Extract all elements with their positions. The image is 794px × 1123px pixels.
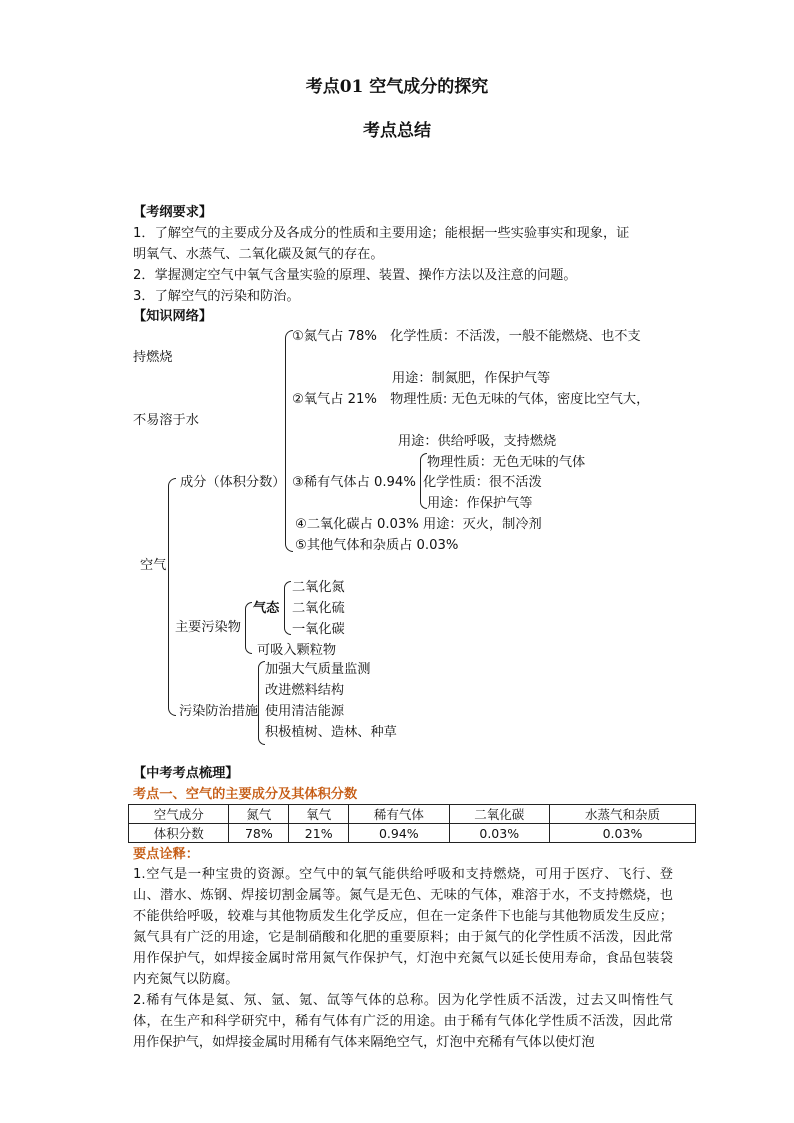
nitrogen-line: ①氮气占 78% 化学性质：不活泼，一般不能燃烧、也不支 <box>292 329 641 344</box>
exam-point-1: 考点一、空气的主要成分及其体积分数 <box>133 787 358 802</box>
oxygen-line: ②氧气占 21% 物理性质: 无色无味的气体，密度比空气大， <box>292 392 650 407</box>
notes-heading: 要点诠释： <box>133 847 199 862</box>
table-cell: 0.94% <box>349 824 449 843</box>
measure-item: 使用清洁能源 <box>265 704 345 719</box>
co2-line: ④二氧化碳占 0.03% 用途：灭火，制冷剂 <box>295 517 542 532</box>
gas-brace <box>284 581 291 635</box>
components-brace <box>285 330 293 552</box>
gas-item: 一氧化碳 <box>292 622 345 637</box>
other-gas-line: ⑤其他气体和杂质占 0.03% <box>295 538 459 553</box>
table-cell: 体积分数 <box>129 824 229 843</box>
branch-components: 成分（体积分数） <box>180 475 286 490</box>
nitrogen-line-cont: 持燃烧 <box>133 350 173 365</box>
notes-paragraph-2: 2.稀有气体是氦、氖、氩、氪、氙等气体的总称。因为化学性质不活泼，过去又叫惰性气体，在生产和科学研究中，稀有气体有广泛的用途。由于稀有气体化学性质不活泼，因此常用作保护气，如焊接金属时用稀有气体来隔绝空气，灯泡中充稀有气体以使灯泡 <box>133 993 673 1050</box>
measure-item: 积极植树、造林、种草 <box>265 725 397 740</box>
table-cell: 空气成分 <box>129 805 229 824</box>
rare-gas-physical: 物理性质：无色无味的气体 <box>427 455 586 470</box>
table-cell: 78% <box>229 824 289 843</box>
gas-label: 气态 <box>253 601 280 616</box>
particles-item: 可吸入颗粒物 <box>257 643 337 658</box>
table-cell: 0.03% <box>549 824 695 843</box>
page-title: 考点01 空气成分的探究 <box>305 77 489 97</box>
outline-item: 2．掌握测定空气中氧气含量实验的原理、装置、操作方法以及注意的问题。 <box>133 268 577 283</box>
table-cell: 二氧化碳 <box>449 805 549 824</box>
nitrogen-use: 用途：制氮肥，作保护气等 <box>392 371 551 386</box>
branch-measures: 污染防治措施 <box>179 704 259 719</box>
page-subtitle: 考点总结 <box>363 121 431 141</box>
branch-pollutants: 主要污染物 <box>175 620 241 635</box>
notes-paragraph-1: 1.空气是一种宝贵的资源。空气中的氧气能供给呼吸和支持燃烧，可用于医疗、飞行、登山、潜水、炼钢、焊接切割金属等。氮气是无色、无味的气体，难溶于水，不支持燃烧，也不能供给呼吸，较难与其他物质发生化学反应，但在一定条件下也能与其他物质发生反应；氮气具有广泛的用途，它是制硝酸和化肥的重要原料；由于氮气的化学性质不活泼，因此常用作保护气，如焊接金属时常用氮气作保护气，灯泡中充氮气以延长使用寿命，食品包装袋内充氮气以防腐。 <box>133 867 673 987</box>
table-cell: 水蒸气和杂质 <box>549 805 695 824</box>
table-cell: 0.03% <box>449 824 549 843</box>
outline-heading: 【考纲要求】 <box>133 205 213 220</box>
exam-heading: 【中考考点梳理】 <box>133 766 239 781</box>
measures-brace <box>258 661 265 745</box>
outline-item: 1．了解空气的主要成分及各成分的性质和主要用途；能根据一些实验事实和现象，证 <box>133 226 630 241</box>
outline-item: 3．了解空气的污染和防治。 <box>133 289 300 304</box>
oxygen-use: 用途：供给呼吸，支持燃烧 <box>398 434 557 449</box>
outline-item: 明氧气、水蒸气、二氧化碳及氮气的存在。 <box>133 247 384 262</box>
pollutants-brace <box>245 602 252 654</box>
network-heading: 【知识网络】 <box>133 309 213 324</box>
table-cell: 氮气 <box>229 805 289 824</box>
measure-item: 加强大气质量监测 <box>265 662 371 677</box>
table-header-row <box>129 805 696 824</box>
oxygen-line-cont: 不易溶于水 <box>133 413 199 428</box>
network-root: 空气 <box>140 558 167 573</box>
rare-gas-chemical: 化学性质：很不活泼 <box>423 475 542 490</box>
table-row <box>129 824 696 843</box>
table-cell: 21% <box>289 824 349 843</box>
table-cell: 氧气 <box>289 805 349 824</box>
gas-item: 二氧化硫 <box>292 601 345 616</box>
gas-item: 二氧化氮 <box>292 580 345 595</box>
rare-gas-line: ③稀有气体占 0.94% <box>292 475 416 490</box>
table-cell: 稀有气体 <box>349 805 449 824</box>
measure-item: 改进燃料结构 <box>265 683 345 698</box>
rare-gas-use: 用途：作保护气等 <box>427 496 533 511</box>
root-brace <box>168 478 176 716</box>
volume-fraction-table <box>128 804 696 843</box>
